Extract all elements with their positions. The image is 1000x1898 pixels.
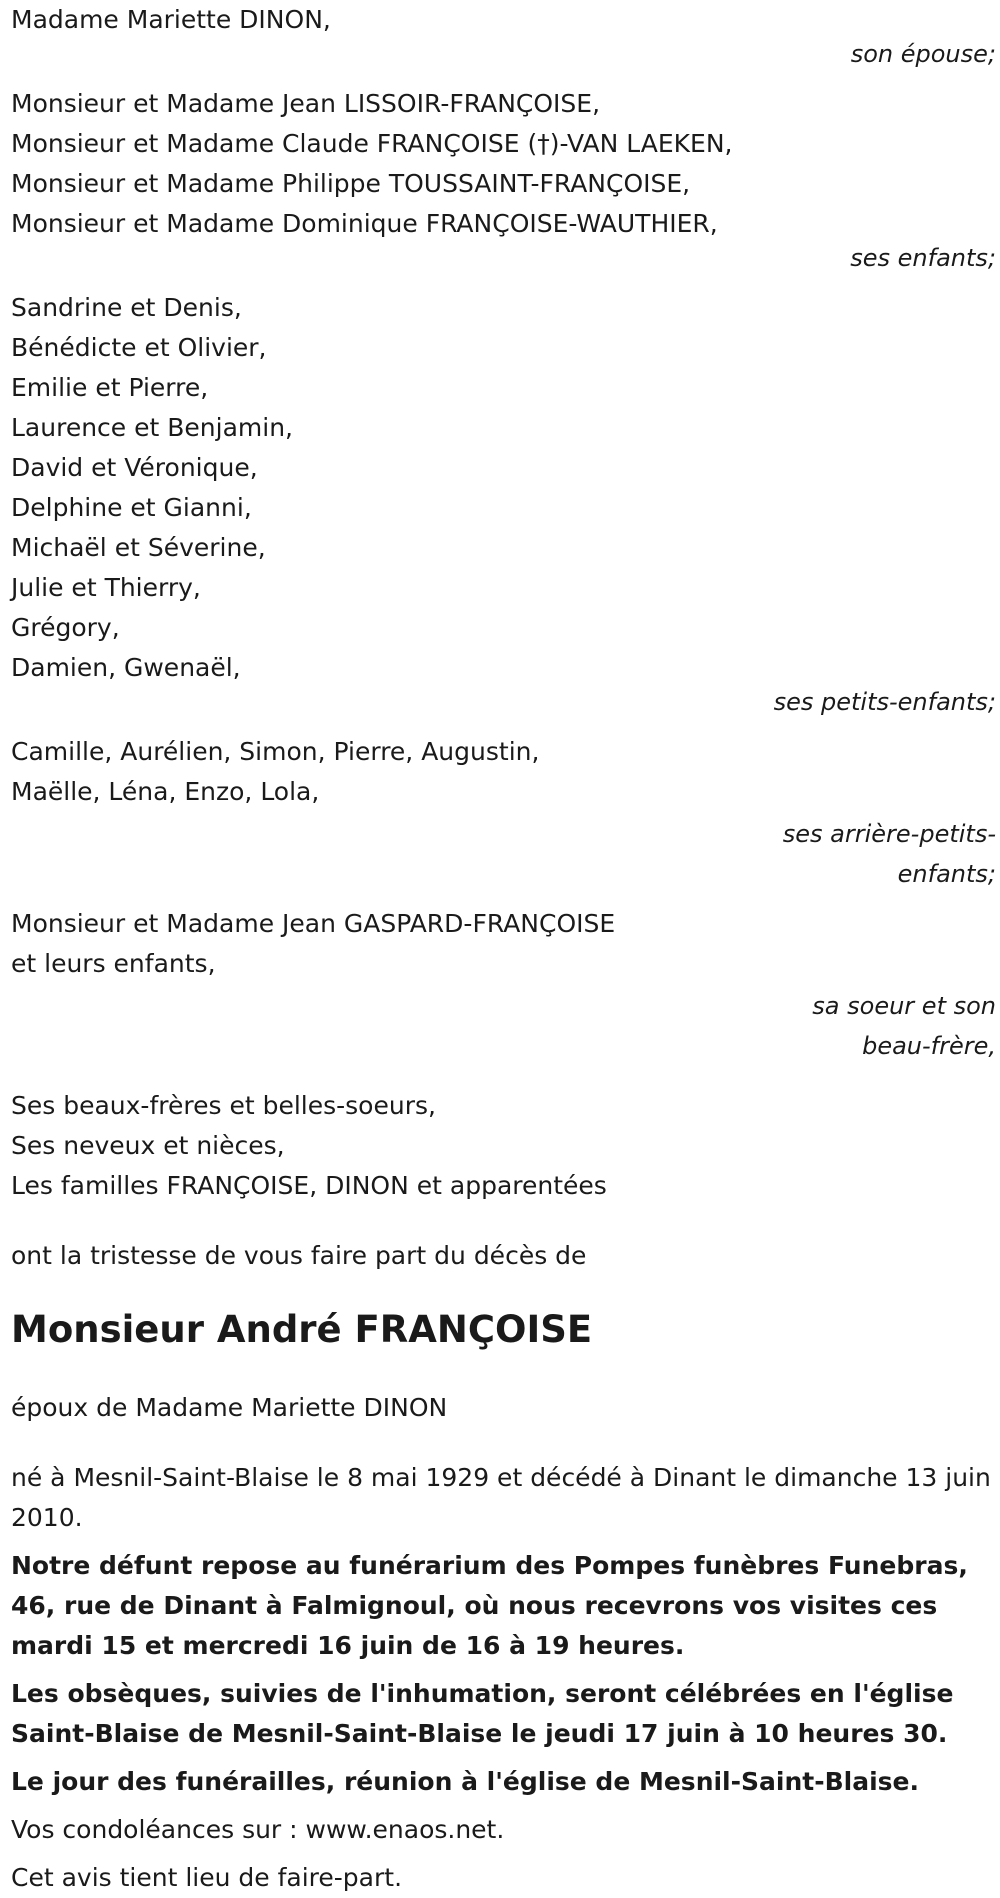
child-line: Monsieur et Madame Dominique FRANÇOISE-WAUTHIER, — [11, 209, 718, 238]
great-grandchild-line: Maëlle, Léna, Enzo, Lola, — [11, 777, 320, 806]
grandchild-line: Laurence et Benjamin, — [11, 413, 293, 442]
sister-line: et leurs enfants, — [11, 949, 216, 978]
grandchild-line: Michaël et Séverine, — [11, 533, 266, 562]
sister-block — [11, 904, 996, 1066]
grandchild-line: Damien, Gwenaël, — [11, 653, 241, 682]
others-line: Ses neveux et nièces, — [11, 1131, 285, 1160]
children-block — [11, 84, 996, 278]
spouse-name: Madame Mariette DINON, — [11, 5, 331, 34]
great-grandchild-line: Camille, Aurélien, Simon, Pierre, Augustin, — [11, 737, 540, 766]
birth-death: né à Mesnil-Saint-Blaise le 8 mai 1929 et décédé à Dinant le dimanche 13 juin 2010. — [11, 1463, 991, 1532]
others-block — [11, 1086, 996, 1206]
spouse-role: son épouse; — [850, 40, 996, 68]
sister-role-2: beau-frère, — [862, 1032, 996, 1060]
great-grandchildren-role-2: enfants; — [897, 860, 996, 888]
others-line: Les familles FRANÇOISE, DINON et apparentées — [11, 1171, 607, 1200]
spouse-block — [11, 0, 996, 74]
grandchildren-block — [11, 288, 996, 722]
deceased-name: Monsieur André FRANÇOISE — [11, 1308, 593, 1351]
great-grandchildren-block — [11, 732, 996, 894]
gathering-info: Le jour des funérailles, réunion à l'église de Mesnil-Saint-Blaise. — [11, 1767, 919, 1796]
sister-line: Monsieur et Madame Jean GASPARD-FRANÇOISE — [11, 909, 616, 938]
others-line: Ses beaux-frères et belles-soeurs, — [11, 1091, 436, 1120]
grandchild-line: David et Véronique, — [11, 453, 258, 482]
grandchild-line: Delphine et Gianni, — [11, 493, 252, 522]
obituary-notice — [11, 0, 996, 1898]
announcement: ont la tristesse de vous faire part du décès de — [11, 1241, 587, 1270]
grandchild-line: Emilie et Pierre, — [11, 373, 209, 402]
grandchild-line: Sandrine et Denis, — [11, 293, 242, 322]
grandchild-line: Bénédicte et Olivier, — [11, 333, 267, 362]
grandchildren-role: ses petits-enfants; — [773, 688, 996, 716]
funeral-info: Les obsèques, suivies de l'inhumation, seront célébrées en l'église Saint-Blaise de Mesnil-Saint-Blaise le jeudi 17 juin à 10 heures 30. — [11, 1679, 954, 1748]
spouse-of: époux de Madame Mariette DINON — [11, 1393, 448, 1422]
children-role: ses enfants; — [850, 244, 996, 272]
notice-info: Cet avis tient lieu de faire-part. — [11, 1863, 403, 1892]
child-line: Monsieur et Madame Philippe TOUSSAINT-FRANÇOISE, — [11, 169, 691, 198]
sister-role-1: sa soeur et son — [812, 992, 996, 1020]
visitation-info: Notre défunt repose au funérarium des Pompes funèbres Funebras, 46, rue de Dinant à Falmignoul, où nous recevrons vos visites ces mardi 15 et mercredi 16 juin de 16 à 19 heures. — [11, 1551, 968, 1660]
child-line: Monsieur et Madame Claude FRANÇOISE (†)-VAN LAEKEN, — [11, 129, 733, 158]
grandchild-line: Julie et Thierry, — [11, 573, 201, 602]
grandchild-line: Grégory, — [11, 613, 120, 642]
condolences-info: Vos condoléances sur : www.enaos.net. — [11, 1815, 505, 1844]
child-line: Monsieur et Madame Jean LISSOIR-FRANÇOISE, — [11, 89, 601, 118]
great-grandchildren-role-1: ses arrière-petits- — [782, 820, 996, 848]
